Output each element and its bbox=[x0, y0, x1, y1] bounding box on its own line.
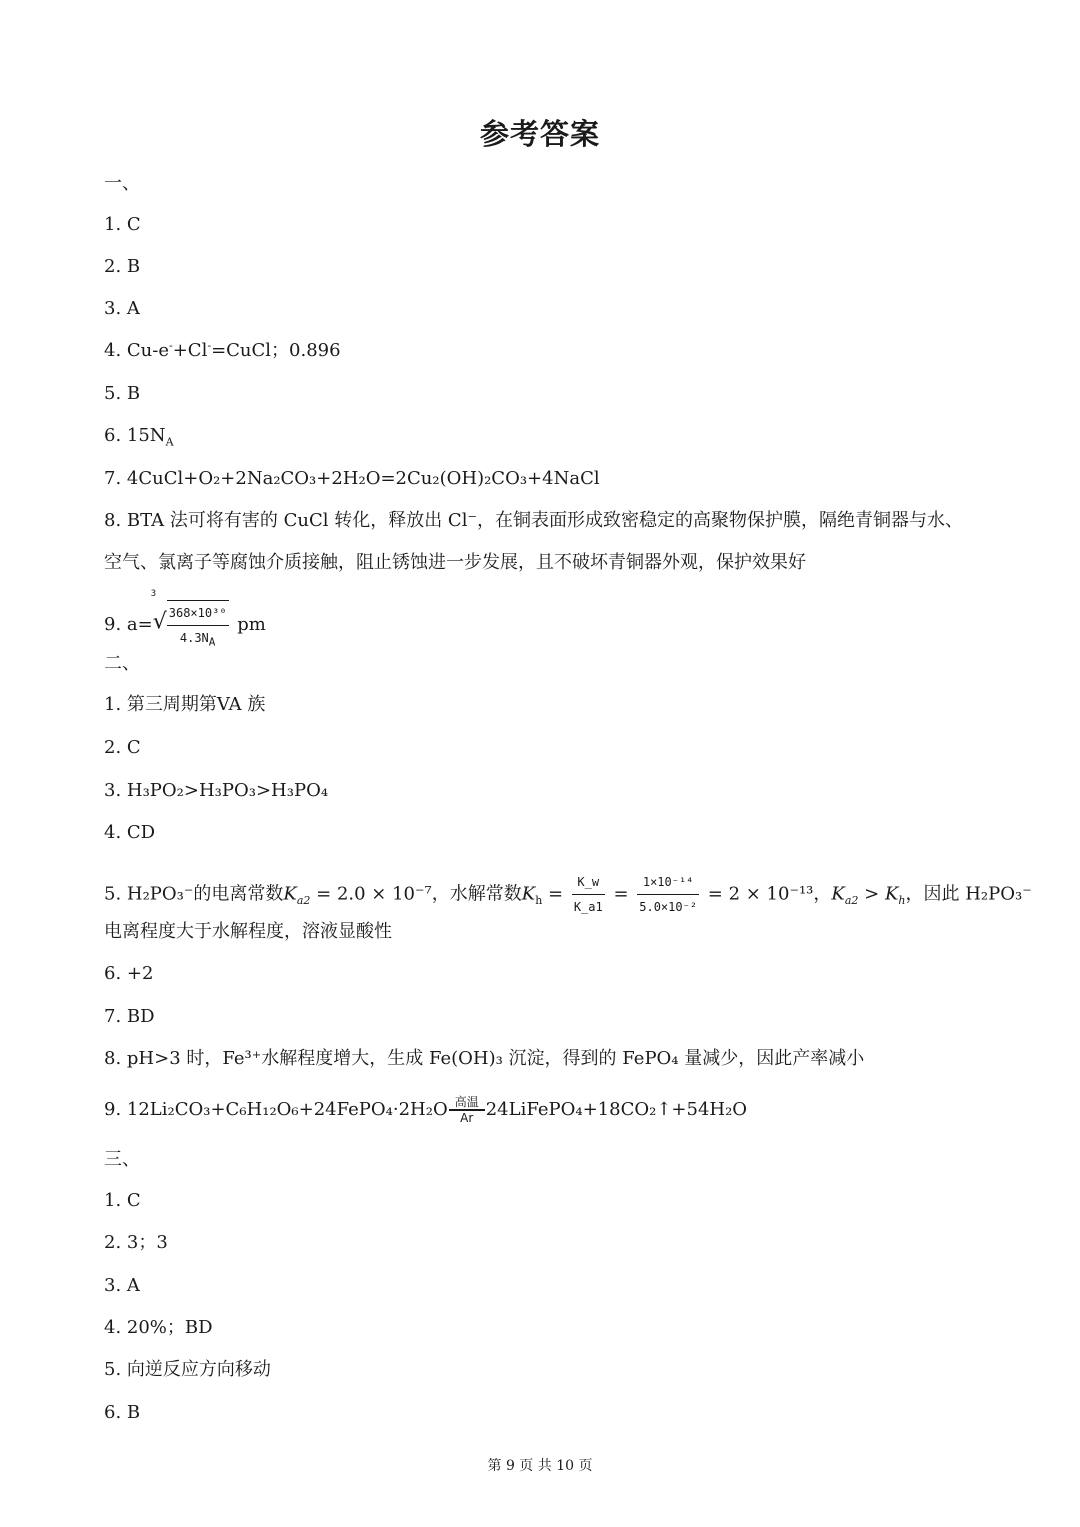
answer-2-5-line-1: 5. H₂PO₃⁻的电离常数$K_{a2} = 2.0 \times 10^{-7}$，水解常数$K_h$ = $\frac{K\_w}{K\_a1}$ = $\frac{\text{1×10⁻¹⁴}}{\text{5.0×10⁻²}}$ = 2 × 10⁻¹³，$K_{a2} > K_h$，因此 H₂PO₃⁻ bbox=[104, 870, 1032, 919]
answer-2-6: 6. +2 bbox=[104, 963, 154, 984]
answer-2-5-line-2: 电离程度大于水解程度，溶液显酸性 bbox=[104, 921, 392, 942]
section-3-heading: 三、 bbox=[104, 1149, 140, 1170]
cube-root: 3 √ $\frac{\text{368×10³⁰}}{4.3N_A}$ bbox=[150, 589, 227, 649]
answer-2-1: 1. 第三周期第VA 族 bbox=[104, 694, 266, 715]
section-1-heading: 一、 bbox=[104, 173, 140, 194]
answer-2-8: 8. pH>3 时，Fe³⁺水解程度增大，生成 Fe(OH)₃ 沉淀，得到的 FePO₄ 量减少，因此产率减小 bbox=[104, 1048, 865, 1069]
answer-2-3: 3. H₃PO₂>H₃PO₃>H₃PO₄ bbox=[104, 780, 329, 801]
answer-2-9: 9. 12Li₂CO₃+C₆H₁₂O₆+24FePO₄·2H₂O 高温 Ar 24LiFePO₄+18CO₂↑+54H₂O bbox=[104, 1095, 748, 1125]
page-title: 参考答案 bbox=[479, 117, 600, 151]
answer-3-1: 1. C bbox=[104, 1190, 141, 1211]
answer-1-6: 6. $15N_A$ bbox=[104, 425, 174, 449]
answer-1-5: 5. B bbox=[104, 383, 141, 404]
answer-1-2: 2. B bbox=[104, 256, 141, 277]
answer-1-7: 7. 4CuCl+O₂+2Na₂CO₃+2H₂O=2Cu₂(OH)₂CO₃+4NaCl bbox=[104, 468, 600, 489]
section-2-heading: 二、 bbox=[104, 653, 140, 674]
answer-1-8-line-2: 空气、氯离子等腐蚀介质接触，阻止锈蚀进一步发展，且不破坏青铜器外观，保护效果好 bbox=[104, 552, 806, 573]
answer-3-4: 4. 20%；BD bbox=[104, 1317, 213, 1338]
answer-1-1: 1. C bbox=[104, 214, 141, 235]
answer-1-8-line-1: 8. BTA 法可将有害的 CuCl 转化，释放出 Cl⁻，在铜表面形成致密稳定的高聚物保护膜，隔绝青铜器与水、 bbox=[104, 510, 963, 531]
answer-1-3: 3. A bbox=[104, 298, 140, 319]
answer-1-4: 4. Cu-e-+Cl-=CuCl；0.896 bbox=[104, 339, 341, 361]
answer-3-6: 6. B bbox=[104, 1402, 141, 1423]
answer-3-2: 2. 3；3 bbox=[104, 1232, 168, 1253]
reaction-condition: 高温 Ar bbox=[449, 1095, 485, 1125]
answer-2-4: 4. CD bbox=[104, 822, 156, 843]
answer-3-3: 3. A bbox=[104, 1275, 140, 1296]
answer-2-2: 2. C bbox=[104, 737, 141, 758]
answer-1-9: 9. a= 3 √ $\frac{\text{368×10³⁰}}{4.3N_A}$ pm bbox=[104, 589, 266, 649]
answer-2-7: 7. BD bbox=[104, 1006, 155, 1027]
answer-3-5: 5. 向逆反应方向移动 bbox=[104, 1359, 271, 1380]
page-footer: 第 9 页 共 10 页 bbox=[487, 1458, 593, 1474]
